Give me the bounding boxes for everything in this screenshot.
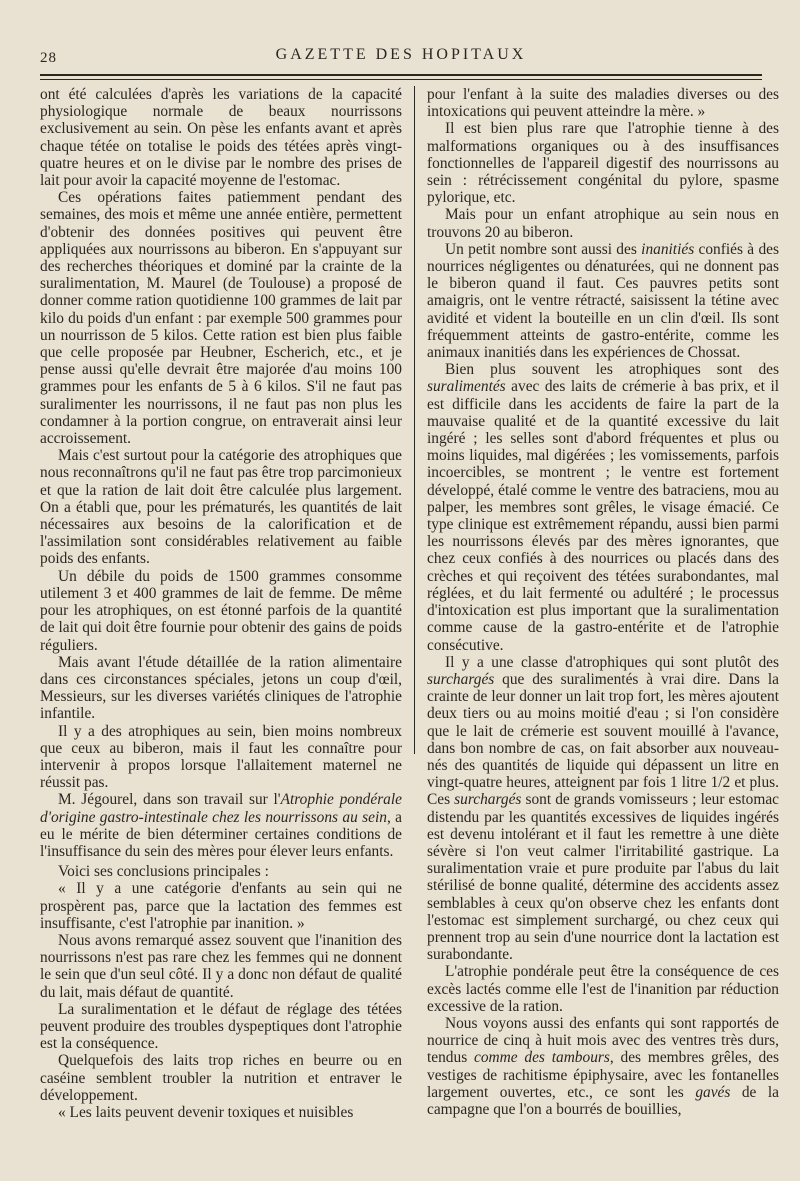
paragraph: Il est bien plus rare que l'atrophie tienne à des malformations organiques ou à des insuffisances fonctionnelles de l'appareil digestif des nourrissons au sein : rétrécissement congénital du pylore, spasme pylorique, etc. (427, 120, 779, 207)
paragraph: Quelquefois des laits trop riches en beurre ou en caséine semblent troubler la nutrition et entraver le développement. (40, 1052, 402, 1104)
paragraph-surcharges: Il y a une classe d'atrophiques qui sont plutôt des surchargés que des suralimentés à vrai dire. Dans la crainte de leur donner un lait trop fort, les mères ajoutent deux tiers ou au moins moitié d'eau ; si l'on considère que le lait de crémerie est souvent mouillé à l'avance, dans bon nombre de cas, on fait absorber aux nouveau-nés des quantités de liquide qui dépassent un litre en vingt-quatre heures, atteignent par fois 1 litre 1/2 et plus. Ces surchargés sont de grands vomisseurs ; leur estomac distendu par les quantités excessives de liquides ingérés est devenu intolérant et il faut les remettre à une diète sévère si l'on veut calmer l'irritabilité gastrique. La suralimentation vraie et pure produite par l'abus du lait stérilisé de bonne qualité, détermine des accidents assez semblables à ceux qu'on observe chez les enfants dont l'estomac est simplement surchargé, ou chez ceux qui prennent trop au sein d'une nourrice dont la lactation est surabondante. (427, 653, 779, 964)
paragraph: Un débile du poids de 1500 grammes consomme utilement 3 et 400 grammes de lait de femme. De même pour les atrophiques, on est étonné parfois de la quantité de lait qui doit être fournie pour obtenir des gains de poids réguliers. (40, 567, 402, 654)
paragraph-jegourel: M. Jégourel, dans son travail sur l'Atrophie pondérale d'origine gastro-intestinale chez les nourrissons au sein, a eu le mérite de bien déterminer certaines conditions de l'insuffisance du sein des mères pour élever leurs enfants. (40, 791, 402, 860)
paragraph: Voici ses conclusions principales : (58, 863, 269, 881)
paragraph-inanities: Un petit nombre sont aussi des inanitiés confiés à des nourrices négligentes ou dénaturées, qui ne donnent pas le biberon quand il faut. Ces pauvres petits sont amaigris, ont le ventre rétracté, saisissent la tétine avec avidité et vident la bouteille en un clin d'œil. Ils sont fréquemment atteints de gastro-entérite, comme les animaux inanitiés dans les expériences de Chossat. (427, 240, 779, 362)
paragraph: ont été calculées d'après les variations de la capacité physiologique normale de beaux nourrissons exclusivement au sein. On pèse les enfants avant et après chaque tétée on totalise le poids des tétées après vingt-quatre heures et on le divise par le nombre des prises de lait pour avoir la capacité moyenne de l'estomac. (40, 86, 402, 190)
paragraph: Mais pour un enfant atrophique au sein nous en trouvons 20 au biberon. (427, 206, 779, 241)
left-column (40, 86, 402, 1121)
header-rule-thick (40, 74, 762, 76)
paragraph: Ces opérations faites patiemment pendant des semaines, des mois et même une année entière, permettent d'obtenir des données positives qui peuvent être appliquées aux nourrissons au biberon. En s'appuyant sur des recherches théoriques et dominé par la crainte de la suralimentation, M. Maurel (de Toulouse) a proposé de donner comme ration quotidienne 100 grammes de lait par kilo du poids d'un enfant : par exemple 500 grammes pour un nourrisson de 5 kilos. Cette ration est bien plus faible que celle proposée par Heubner, Escherich, etc., et je pense aussi qu'elle devrait être majorée d'au moins 100 grammes pour les enfants de 5 à 6 kilos. S'il ne faut pas suralimenter les nourrissons, il ne faut pas non plus les condamner à la portion congrue, on entraverait ainsi leur accroissement. (40, 189, 402, 448)
quote-paragraph: « Les laits peuvent devenir toxiques et nuisibles (58, 1103, 354, 1121)
column-divider (414, 86, 415, 754)
quote-paragraph: « Il y a une catégorie d'enfants au sein qui ne prospèrent pas, parce que la lactation des femmes est insuffisante, c'est l'atrophie par inanition. » (40, 880, 402, 932)
right-column (427, 86, 779, 1118)
paragraph: L'atrophie pondérale peut être la conséquence de ces excès lactés comme elle l'est de l'inanition par réduction excessive de la ration. (427, 963, 779, 1015)
paragraph: Mais avant l'étude détaillée de la ration alimentaire dans ces circonstances spéciales, jetons un coup d'œil, Messieurs, sur les diverses variétés cliniques de l'atrophie infantile. (40, 653, 402, 723)
paragraph: pour l'enfant à la suite des maladies diverses ou des intoxications qui peuvent atteindre la mère. » (427, 86, 779, 121)
paragraph: La suralimentation et le défaut de réglage des tétées peuvent produire des troubles dyspeptiques dont l'atrophie est la conséquence. (40, 1000, 402, 1053)
paragraph: Nous avons remarqué assez souvent que l'inanition des nourrissons n'est pas rare chez les femmes qui ne donnent le sein que d'un seul côté. Il y a donc non défaut de qualité du lait, mais défaut de quantité. (40, 931, 402, 1001)
running-title: GAZETTE DES HOPITAUX (275, 46, 527, 63)
paragraph: Il y a des atrophiques au sein, bien moins nombreux que ceux au biberon, mais il faut les connaître pour intervenir à propos lorsque l'allaitement maternel ne réussit pas. (40, 722, 402, 792)
paragraph-suralimentes: Bien plus souvent les atrophiques sont des suralimentés avec des laits de crémerie à bas prix, et il est difficile dans les accidents de faire la part de la mauvaise qualité et de la quantité excessive du lait ingéré ; les selles sont d'abord fréquentes et plus ou moins liquides, mal digérées ; les vomissements, parfois incoercibles, se montrent ; le ventre est fortement développé, étalé comme le ventre des batraciens, mou au palper, les membres sont grêles, le visage émacié. Ce type clinique est extrêmement répandu, aussi bien parmi les nourrissons élevés par des mères ignorantes, que chez ceux confiés à des nourrices ou placés dans des crèches et qui reçoivent des tétées surabondantes, mal réglées, et du lait fermenté ou adultéré ; le processus d'intoxication est plus important que la suralimentation comme cause de la gastro-entérite et de l'atrophie consécutive. (427, 361, 779, 654)
header-rule-thin (40, 79, 762, 80)
page-number: 28 (40, 50, 57, 66)
page-header (40, 44, 762, 66)
paragraph: Mais c'est surtout pour la catégorie des atrophiques que nous reconnaîtrons qu'il ne faut pas être trop parcimonieux et que la ration de lait doit être calculée plus largement. On a établi que, pour les prématurés, les quantités de lait nécessaires aux besoins de la calorification et de l'assimilation sont considérables relativement au faible poids des enfants. (40, 447, 402, 568)
paragraph-gaves: Nous voyons aussi des enfants qui sont rapportés de nourrice de cinq à huit mois avec des ventres très durs, tendus comme des tambours, des membres grêles, des vestiges de rachitisme épiphysaire, avec les fontanelles largement ouvertes, etc., ce sont les gavés de la campagne que l'on a bourrés de bouillies, (427, 1014, 780, 1118)
